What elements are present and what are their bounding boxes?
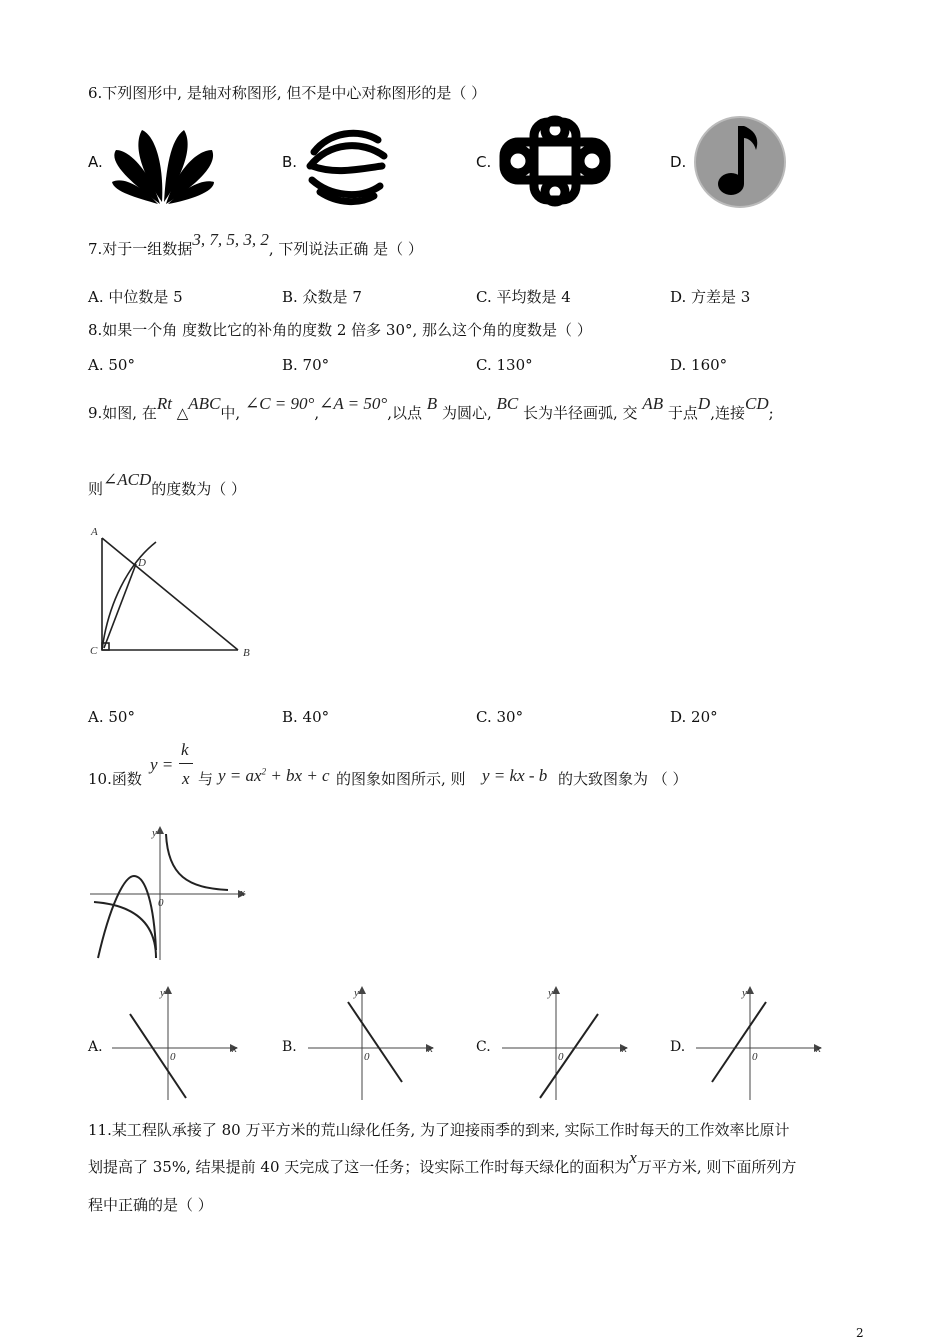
- q11-line3: 程中正确的是（ ）: [88, 1196, 213, 1214]
- y-axis-label: y: [160, 987, 165, 999]
- hyperbola-branch-left: [94, 902, 156, 958]
- q9-label-b: B: [243, 647, 250, 659]
- q7-data-list: 3, 7, 5, 3, 2: [192, 230, 269, 249]
- x-axis-label: x: [816, 1043, 821, 1055]
- q7-option-b: B. 众数是 7: [282, 288, 362, 306]
- q8-stem: 8.如果一个角 度数比它的补角的度数 2 倍多 30°, 那么这个角的度数是（ ）: [88, 321, 592, 339]
- origin-label: 0: [364, 1051, 370, 1063]
- q10-f2: [218, 766, 330, 786]
- q10-option-b-label: B.: [282, 1039, 297, 1055]
- q6-stem: 6.下列图形中, 是轴对称图形, 但不是中心对称图形的是（ ）: [88, 84, 487, 102]
- q9-stem-line2: [88, 470, 247, 499]
- huawei-logo-icon: [110, 122, 218, 206]
- q10-f1-y: y =: [150, 755, 174, 774]
- china-mobile-logo-icon: [304, 122, 390, 204]
- q9-text: ,: [314, 404, 320, 422]
- q10-f1-denominator: x: [182, 769, 190, 788]
- q9-point-b: B: [426, 394, 438, 413]
- q9-triangle-figure: [88, 524, 258, 664]
- q7-option-d: D. 方差是 3: [670, 288, 751, 306]
- q9-segment-bc: BC: [496, 394, 519, 413]
- q11-line2: [88, 1148, 797, 1177]
- q10-given-graph: [88, 826, 248, 962]
- q10-option-d-graph: [694, 986, 834, 1102]
- page-number: 2: [856, 1326, 864, 1340]
- q6-option-a-label: A.: [88, 153, 103, 171]
- y-axis-label: y: [354, 987, 359, 999]
- q11-text: 万平方米, 则下面所列方: [636, 1158, 797, 1176]
- q11-text: 划提高了 35%, 结果提前 40 天完成了这一任务；设实际工作时每天绿化的面积为: [88, 1158, 630, 1176]
- q10-stem-suffix: 的大致图象为 （ ）: [558, 770, 688, 788]
- q10-stem-prefix: 10.函数: [88, 770, 142, 788]
- triangle-symbol: △: [176, 404, 189, 422]
- q7-option-c: C. 平均数是 4: [476, 288, 571, 306]
- q9-text: 于点: [667, 404, 698, 422]
- q6-option-c-label: C.: [476, 153, 492, 171]
- x-axis-label: x: [240, 887, 245, 899]
- x-axis-label: x: [232, 1043, 237, 1055]
- q7-suffix: , 下列说法正确 是（ ）: [268, 240, 423, 258]
- q11-line1: 11.某工程队承接了 80 万平方米的荒山绿化任务, 为了迎接雨季的到来, 实际工作时每天的工作效率比原计: [88, 1121, 790, 1139]
- q9-option-c: C. 30°: [476, 708, 524, 726]
- q9-angle-acd: ∠ACD: [103, 470, 152, 489]
- q9-segment-ab: AB: [642, 394, 664, 413]
- q9-label-c: C: [90, 645, 98, 657]
- china-unicom-knot-icon: [498, 116, 612, 206]
- q9-angle-c: ∠C = 90°: [244, 394, 315, 413]
- q10-f3: y = kx - b: [482, 766, 548, 785]
- hyperbola-branch-right: [166, 834, 228, 890]
- q8-option-d: D. 160°: [670, 356, 728, 374]
- q9-stem-line1: [88, 394, 774, 423]
- origin-label: 0: [158, 897, 164, 909]
- q7-prefix: 7.对于一组数据: [88, 240, 193, 258]
- origin-label: 0: [752, 1051, 758, 1063]
- q9-text: 则: [88, 480, 104, 498]
- q6-option-b-label: B.: [282, 153, 298, 171]
- q11-variable-x: x: [629, 1148, 637, 1167]
- q10-option-d-label: D.: [670, 1039, 686, 1055]
- q9-abc: ABC: [188, 394, 221, 413]
- q10-f1-numerator: k: [181, 740, 189, 759]
- fraction-bar: [179, 763, 193, 764]
- q9-option-b: B. 40°: [282, 708, 330, 726]
- q9-option-d: D. 20°: [670, 708, 718, 726]
- q9-angle-a: ∠A = 50°: [319, 394, 388, 413]
- q10-option-c-label: C.: [476, 1039, 491, 1055]
- q9-text: 9.如图, 在: [88, 404, 157, 422]
- q10-option-a-label: A.: [88, 1039, 103, 1055]
- q9-text: ,连接: [710, 404, 745, 422]
- q10-f2-main: y = ax: [218, 766, 262, 785]
- q8-option-b: B. 70°: [282, 356, 330, 374]
- q10-f2-exponent: 2: [261, 766, 267, 777]
- q9-label-a: A: [91, 526, 98, 538]
- q9-option-a: A. 50°: [88, 708, 135, 726]
- origin-label: 0: [558, 1051, 564, 1063]
- q9-text: 为圆心,: [441, 404, 492, 422]
- y-axis-label: y: [742, 987, 747, 999]
- q10-stem-middle: 的图象如图所示, 则: [336, 770, 466, 788]
- q9-segment-cd: CD: [744, 394, 769, 413]
- q9-text: ,以点: [387, 404, 422, 422]
- x-axis-label: x: [428, 1043, 433, 1055]
- q9-label-d: D: [138, 557, 146, 569]
- q7-option-a: A. 中位数是 5: [88, 288, 183, 306]
- q9-text: 长为半径画弧, 交: [523, 404, 638, 422]
- q8-option-a: A. 50°: [88, 356, 135, 374]
- y-axis-label: y: [152, 827, 157, 839]
- x-axis-label: x: [622, 1043, 627, 1055]
- q9-text: 的度数为（ ）: [151, 480, 247, 498]
- q10-option-c-graph: [500, 986, 640, 1102]
- q7-stem: [88, 230, 423, 259]
- q9-point-d: D: [697, 394, 711, 413]
- q10-f2-rest: + bx + c: [266, 766, 330, 785]
- q8-option-c: C. 130°: [476, 356, 533, 374]
- parabola-curve: [98, 876, 156, 958]
- q9-text: ;: [768, 404, 774, 422]
- origin-label: 0: [170, 1051, 176, 1063]
- q9-rt: Rt: [156, 394, 172, 413]
- q10-stem-and: 与: [198, 770, 214, 788]
- y-axis-label: y: [548, 987, 553, 999]
- music-note-icon: [694, 116, 786, 208]
- q10-option-a-graph: [110, 986, 250, 1102]
- q9-text: 中,: [220, 404, 241, 422]
- q6-option-d-label: D.: [670, 153, 687, 171]
- q10-option-b-graph: [306, 986, 446, 1102]
